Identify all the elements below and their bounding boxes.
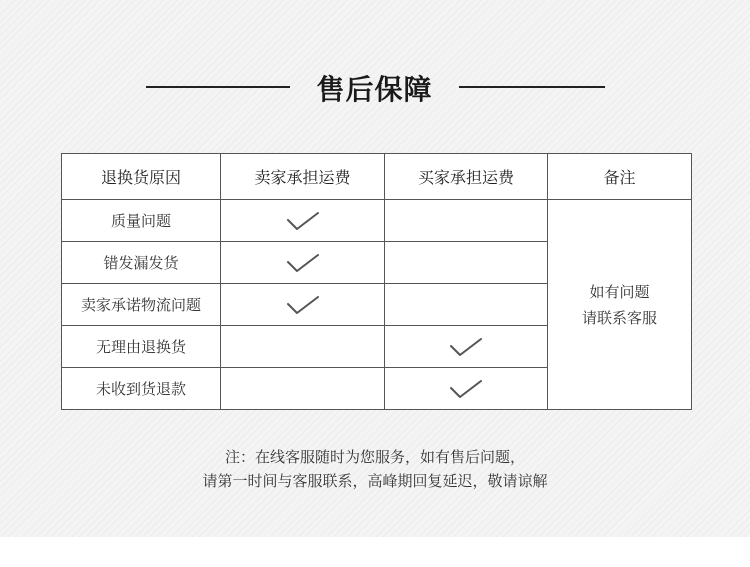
seller-pays-cell: [221, 284, 385, 326]
checkmark-icon: [287, 211, 319, 231]
seller-pays-cell: [221, 326, 385, 368]
reason-cell: 无理由退换货: [62, 326, 221, 368]
note-line: 如有问题: [589, 282, 650, 301]
footnote: [0, 445, 750, 493]
checkmark-icon: [450, 337, 482, 357]
buyer-pays-cell: [385, 242, 548, 284]
note-cell: [548, 200, 692, 410]
buyer-pays-cell: [385, 326, 548, 368]
header-seller-pays: 卖家承担运费: [221, 154, 385, 200]
policy-table: [61, 153, 692, 410]
seller-pays-cell: [221, 368, 385, 410]
checkmark-icon: [287, 295, 319, 315]
buyer-pays-cell: [385, 368, 548, 410]
buyer-pays-cell: [385, 200, 548, 242]
footnote-line-2: 请第一时间与客服联系，高峰期回复延迟，敬请谅解: [202, 472, 548, 490]
seller-pays-cell: [221, 200, 385, 242]
policy-table-wrap: [61, 153, 691, 409]
checkmark-icon: [287, 253, 319, 273]
footnote-line-1: 注：在线客服随时为您服务，如有售后问题，: [224, 448, 525, 466]
bottom-band: [0, 537, 750, 567]
header-buyer-pays: 买家承担运费: [385, 154, 548, 200]
seller-pays-cell: [221, 242, 385, 284]
note-line: 请联系客服: [581, 308, 657, 327]
page-title: 售后保障: [316, 73, 433, 106]
checkmark-icon: [450, 379, 482, 399]
reason-cell: 质量问题: [62, 200, 221, 242]
table-header-row: [62, 154, 692, 200]
header-note: 备注: [548, 154, 692, 200]
reason-cell: 卖家承诺物流问题: [62, 284, 221, 326]
header-reason: 退换货原因: [62, 154, 221, 200]
reason-cell: 未收到货退款: [62, 368, 221, 410]
title-row: [0, 62, 750, 112]
buyer-pays-cell: [385, 284, 548, 326]
title-divider-right: [459, 86, 605, 88]
title-divider-left: [146, 86, 290, 88]
reason-cell: 错发漏发货: [62, 242, 221, 284]
table-row: [62, 200, 692, 242]
